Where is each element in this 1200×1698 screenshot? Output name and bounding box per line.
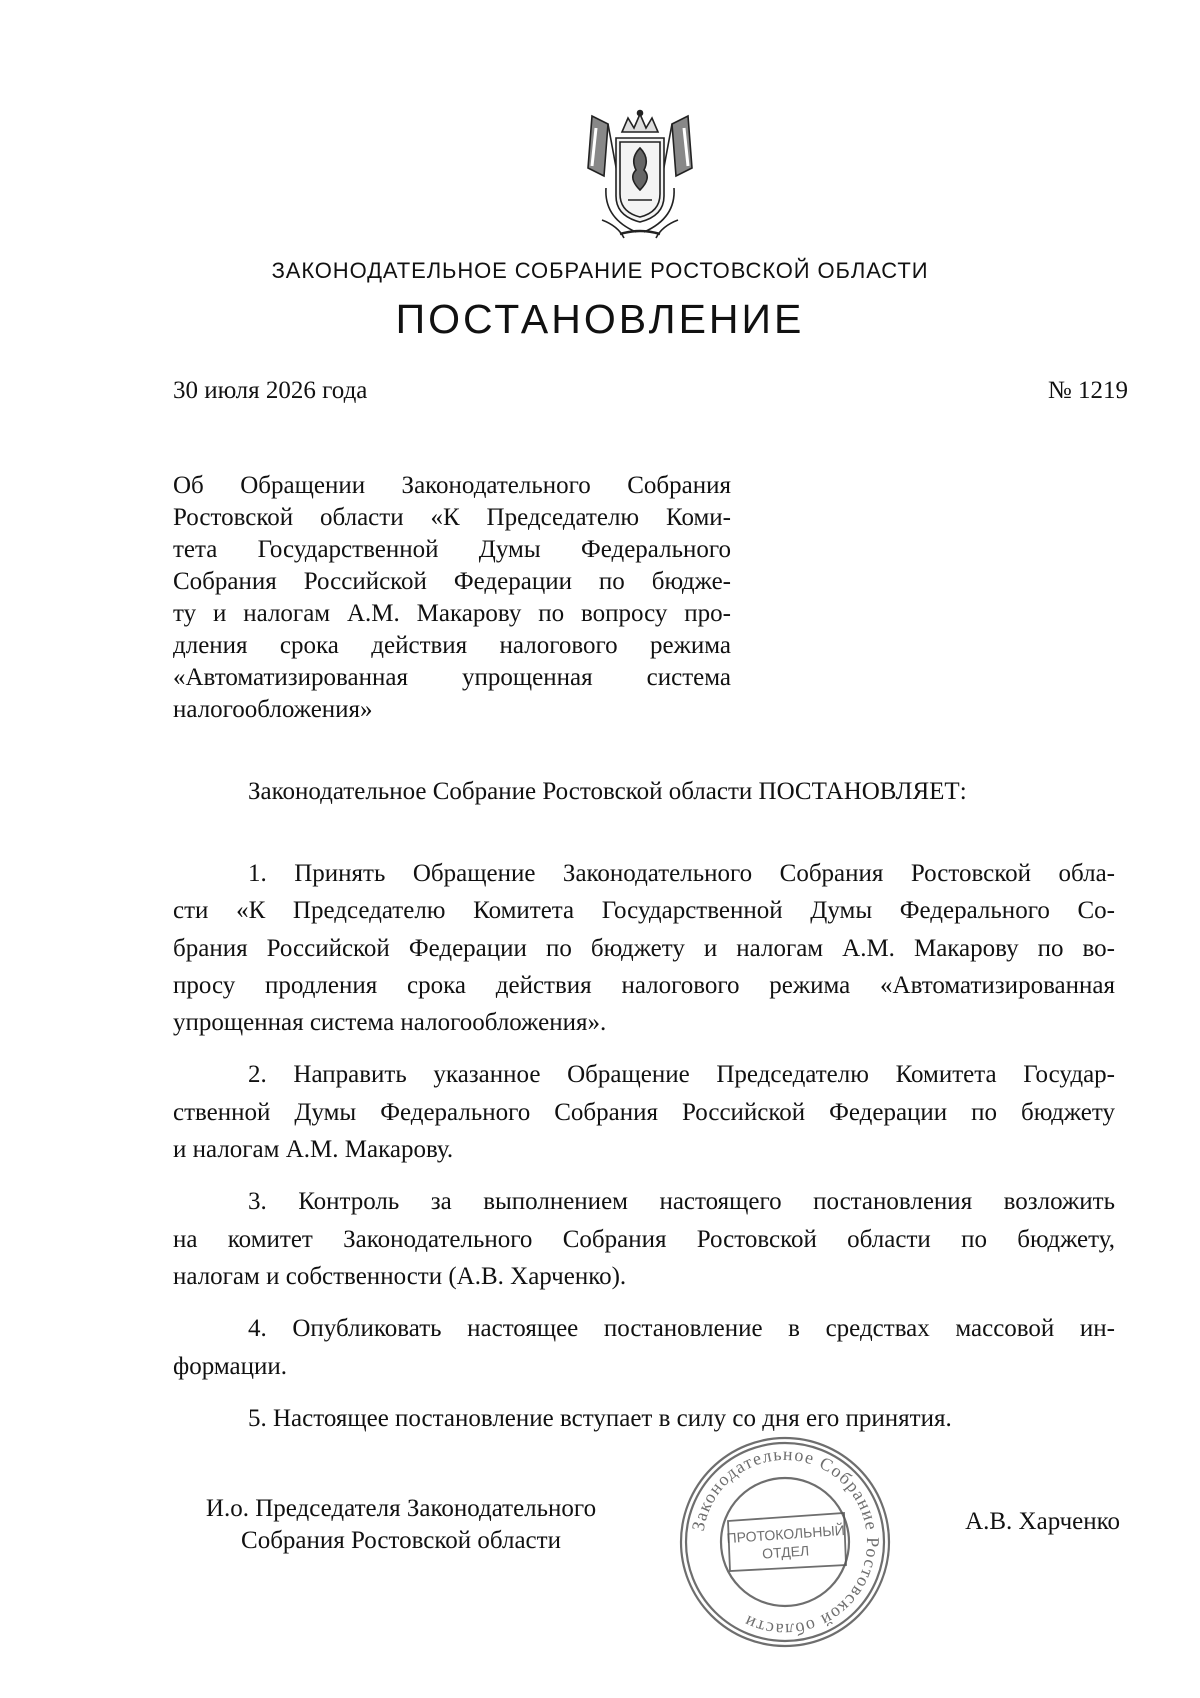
preamble: Законодательное Собрание Ростовской области ПОСТАНОВЛЯЕТ: (248, 778, 967, 805)
resolution-item-3 (173, 1183, 1115, 1295)
subject-line: Об Обращении Законодательного Собрания (173, 472, 731, 499)
signatory-title-line: Собрания Ростовской области (241, 1527, 561, 1554)
item-line: 2. Направить указанное Обращение Председателю Комитета Государ- (248, 1061, 1115, 1089)
subject-line: Ростовской области «К Председателю Коми- (173, 504, 731, 531)
item-line: 5. Настоящее постановление вступает в силу со дня его принятия. (248, 1404, 952, 1432)
stamp-ring-text: Законодательное Собрание Ростовской области (687, 1443, 884, 1641)
subject-line: тета Государственной Думы Федерального (173, 536, 731, 563)
item-line: ственной Думы Федерального Собрания Российской Федерации по бюджету (173, 1098, 1115, 1126)
signatory-title-line: И.о. Председателя Законодательного (205, 1495, 597, 1522)
organization-name: ЗАКОНОДАТЕЛЬНОЕ СОБРАНИЕ РОСТОВСКОЙ ОБЛАСТИ (271, 258, 929, 283)
document-type: ПОСТАНОВЛЕНИЕ (395, 296, 805, 342)
item-line: упрощенная система налогообложения». (173, 1009, 607, 1037)
document-number: № 1219 (1047, 377, 1128, 404)
signatory-name: А.В. Харченко (965, 1508, 1120, 1535)
document-date: 30 июля 2026 года (173, 377, 368, 404)
resolution-items (173, 855, 1115, 1452)
official-stamp (676, 1433, 894, 1651)
resolution-item-4 (173, 1310, 1115, 1385)
signatory-title (170, 1493, 632, 1557)
document-subject (173, 470, 731, 726)
item-line: и налогам А.М. Макарову. (173, 1136, 454, 1164)
item-line: 3. Контроль за выполнением настоящего постановления возложить (248, 1188, 1115, 1216)
subject-line: налогообложения» (173, 696, 373, 723)
item-line: брания Российской Федерации по бюджету и налогам А.М. Макарову по во- (173, 934, 1115, 962)
resolution-item-2 (173, 1056, 1115, 1168)
item-line: налогам и собственности (А.В. Харченко). (173, 1262, 627, 1290)
item-line: сти «К Председателю Комитета Государственной Думы Федерального Со- (173, 897, 1115, 925)
subject-line: «Автоматизированная упрощенная система (173, 664, 731, 691)
resolution-item-1 (173, 855, 1115, 1041)
coat-of-arms-icon (578, 108, 702, 240)
stamp-center-line2: ОТДЕЛ (761, 1542, 810, 1562)
subject-line: дления срока действия налогового режима (173, 632, 731, 659)
subject-line: ту и налогам А.М. Макарову по вопросу про- (173, 600, 731, 627)
item-line: на комитет Законодательного Собрания Ростовской области по бюджету, (173, 1225, 1115, 1253)
subject-line: Собрания Российской Федерации по бюдже- (173, 568, 731, 595)
item-line: формации. (173, 1352, 287, 1380)
item-line: 4. Опубликовать настоящее постановление в средствах массовой ин- (248, 1315, 1115, 1343)
item-line: 1. Принять Обращение Законодательного Собрания Ростовской обла- (248, 860, 1115, 887)
item-line: просу продления срока действия налогового режима «Автоматизированная (173, 971, 1115, 999)
resolution-item-5 (173, 1400, 1115, 1437)
stamp-center-line1: ПРОТОКОЛЬНЫЙ (726, 1521, 846, 1547)
